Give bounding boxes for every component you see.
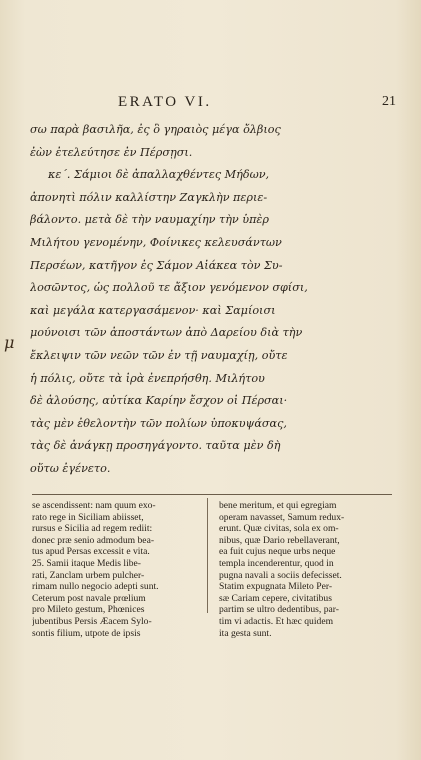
margin-note: μ xyxy=(4,333,15,352)
latin-text-line: rursus e Sicilia ad regem rediit: xyxy=(32,523,153,535)
page-number: 21 xyxy=(382,94,396,109)
latin-text-line: nibus, quæ Dario rebellaverant, xyxy=(219,534,340,546)
greek-text-line: Μιλήτου γενομένην, Φοίνικες κελευσάντων xyxy=(30,235,282,249)
greek-text-line: οὕτω ἐγένετο. xyxy=(30,461,111,475)
latin-text-line: jubentibus Persis Æacem Sylo- xyxy=(32,615,152,627)
latin-translation-left-column xyxy=(32,500,204,639)
latin-text-line: erunt. Quæ civitas, sola ex om- xyxy=(219,523,339,535)
greek-text-line: κε΄. Σάμιοι δὲ ἀπαλλαχθέντες Μήδων, xyxy=(48,168,270,182)
running-header xyxy=(0,94,421,114)
greek-text-line: καὶ μεγάλα κατεργασάμενον· καὶ Σαμίοισι xyxy=(30,303,276,317)
greek-text-line: σω παρὰ βασιλῆα, ἐς ὃ γηραιὸς μέγα ὄλβιος xyxy=(30,123,281,136)
latin-text-line: operam navasset, Samum redux- xyxy=(219,511,345,523)
greek-text-line: Περσέων, κατῆγον ἐς Σάμον Αἰάκεα τὸν Συ- xyxy=(30,258,283,272)
latin-text-line: pro Mileto gestum, Phœnices xyxy=(32,604,145,616)
greek-text-line: λοσῶντος, ὡς πολλοῦ τε ἄξιον γενόμενον σφίσι, xyxy=(30,281,308,295)
greek-text-line: ἡ πόλις, οὔτε τὰ ἱρὰ ἐνεπρήσθη. Μιλήτου xyxy=(30,371,265,385)
greek-text-line: τὰς μὲν ἐθελοντὴν τῶν πολίων ὑποκυψάσας, xyxy=(30,416,287,430)
greek-text-line: δὲ ἁλούσης, αὐτίκα Καρίην ἔσχον οἱ Πέρσαι· xyxy=(30,394,288,408)
latin-text-line: rato rege in Siciliam abiisset, xyxy=(32,511,144,523)
latin-text-line: bene meritum, et qui egregiam xyxy=(219,500,337,511)
latin-text-line: ea fuit cujus neque urbs neque xyxy=(219,546,336,558)
latin-text-line: partim se ultro dedentibus, par- xyxy=(219,604,339,616)
latin-text-line: 25. Samii itaque Medis libe- xyxy=(32,557,141,569)
greek-text-line: βάλοντο. μετὰ δὲ τὴν ναυμαχίην τὴν ὑπὲρ xyxy=(30,213,269,227)
greek-text-line: ἀπονητὶ πόλιν καλλίστην Ζαγκλὴν περιε- xyxy=(30,190,268,204)
greek-text-block xyxy=(30,119,390,481)
latin-text-line: se ascendissent: nam quum exo- xyxy=(32,500,156,511)
latin-text-line: pugna navali a sociis defecisset. xyxy=(219,569,342,581)
greek-text-line: ἔκλειψιν τῶν νεῶν τῶν ἐν τῇ ναυμαχίῃ, οὔτε xyxy=(30,348,288,362)
latin-text-line: Ceterum post navale prœlium xyxy=(32,592,146,604)
latin-text-line: ita gesta sunt. xyxy=(219,627,272,639)
running-title: ERATO VI. xyxy=(118,94,212,110)
latin-text-line: sæ Cariam cepere, civitatibus xyxy=(219,592,332,604)
latin-text-line: sontis filium, utpote de ipsis xyxy=(32,627,141,639)
greek-text-line: ἐὼν ἐτελεύτησε ἐν Πέρσῃσι. xyxy=(30,145,193,159)
latin-text-line: donec præ senio admodum bea- xyxy=(32,534,155,546)
latin-text-line: rati, Zanclam urbem pulcher- xyxy=(32,569,145,581)
greek-text-line: μούνοισι τῶν ἀποστάντων ἀπὸ Δαρείου διὰ τὴν xyxy=(30,326,303,340)
latin-translation-right-column xyxy=(213,500,399,639)
latin-text-line: rimam nullo negocio adepti sunt. xyxy=(32,581,159,593)
latin-text-line: templa incenderentur, quod in xyxy=(219,557,334,569)
latin-text-line: Statim expugnata Mileto Per- xyxy=(219,581,333,593)
latin-text-line: tus apud Persas excessit e vita. xyxy=(32,546,150,558)
latin-text-line: tim vi adactis. Et hæc quidem xyxy=(219,615,334,627)
footnote-rule xyxy=(32,494,392,495)
greek-text-line: τὰς δὲ ἀνάγκῃ προσηγάγοντο. ταῦτα μὲν δὴ xyxy=(30,439,281,453)
column-divider xyxy=(207,498,208,613)
